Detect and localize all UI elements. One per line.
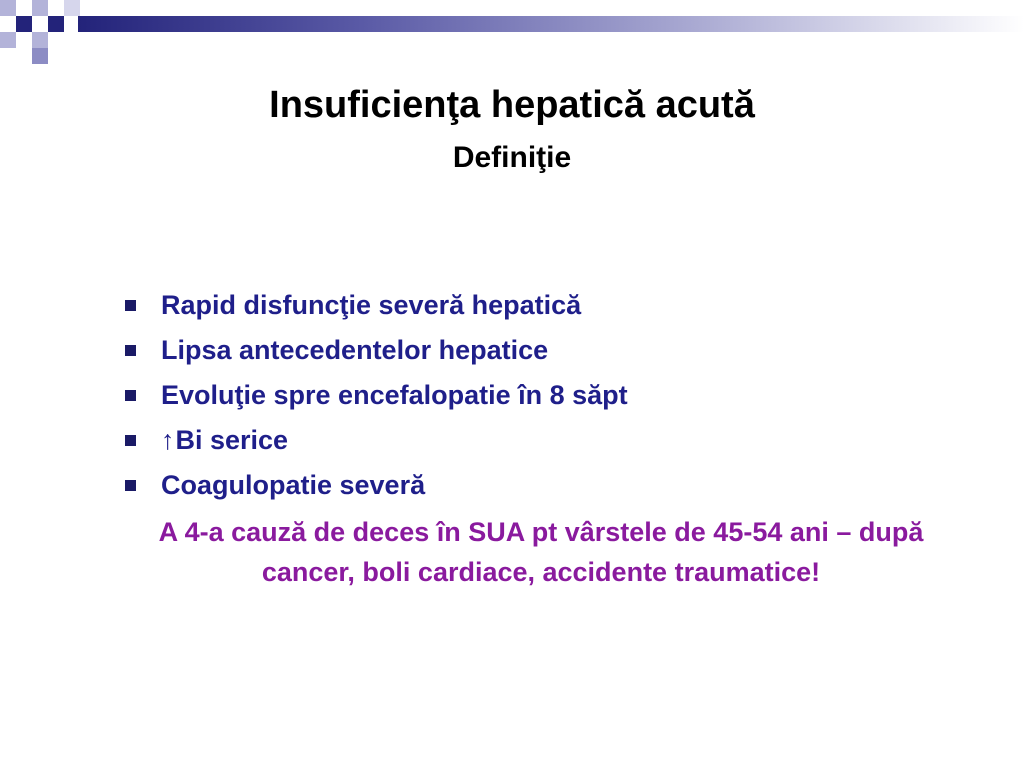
highlight-note: A 4-a cauză de deces în SUA pt vârstele de 45-54 ani – după cancer, boli cardiace, accidente traumatice! [158,517,924,587]
deco-square [32,32,48,48]
deco-square [48,16,64,32]
decorative-squares [0,0,80,64]
bullet-text: Bi serice [175,425,289,455]
bullet-text: Evoluţie spre encefalopatie în 8 săpt [161,380,628,410]
deco-square [32,0,48,16]
list-item [122,285,942,330]
list-item [122,330,942,375]
deco-square [32,48,48,64]
list-item [122,465,942,510]
list-item [122,375,942,420]
square-bullet-icon [125,345,136,356]
bullet-text: Lipsa antecedentelor hepatice [161,335,549,365]
deco-square [48,0,64,16]
square-bullet-icon [125,390,136,401]
deco-square [0,0,16,16]
bullet-text: Rapid disfuncţie severă hepatică [161,290,582,320]
square-bullet-icon [125,480,136,491]
square-bullet-icon [125,300,136,311]
bullet-text: Coagulopatie severă [161,470,426,500]
deco-square [16,0,32,16]
up-arrow-icon: ↑ [161,425,175,455]
header-gradient-bar [78,16,1024,32]
list-item [122,420,942,465]
deco-square [16,16,32,32]
slide-subtitle: Definiţie [452,141,572,174]
slide-title: Insuficienţa hepatică acută [269,84,755,126]
deco-square [64,0,80,16]
bullet-list [122,285,942,510]
square-bullet-icon [125,435,136,446]
deco-square [0,32,16,48]
